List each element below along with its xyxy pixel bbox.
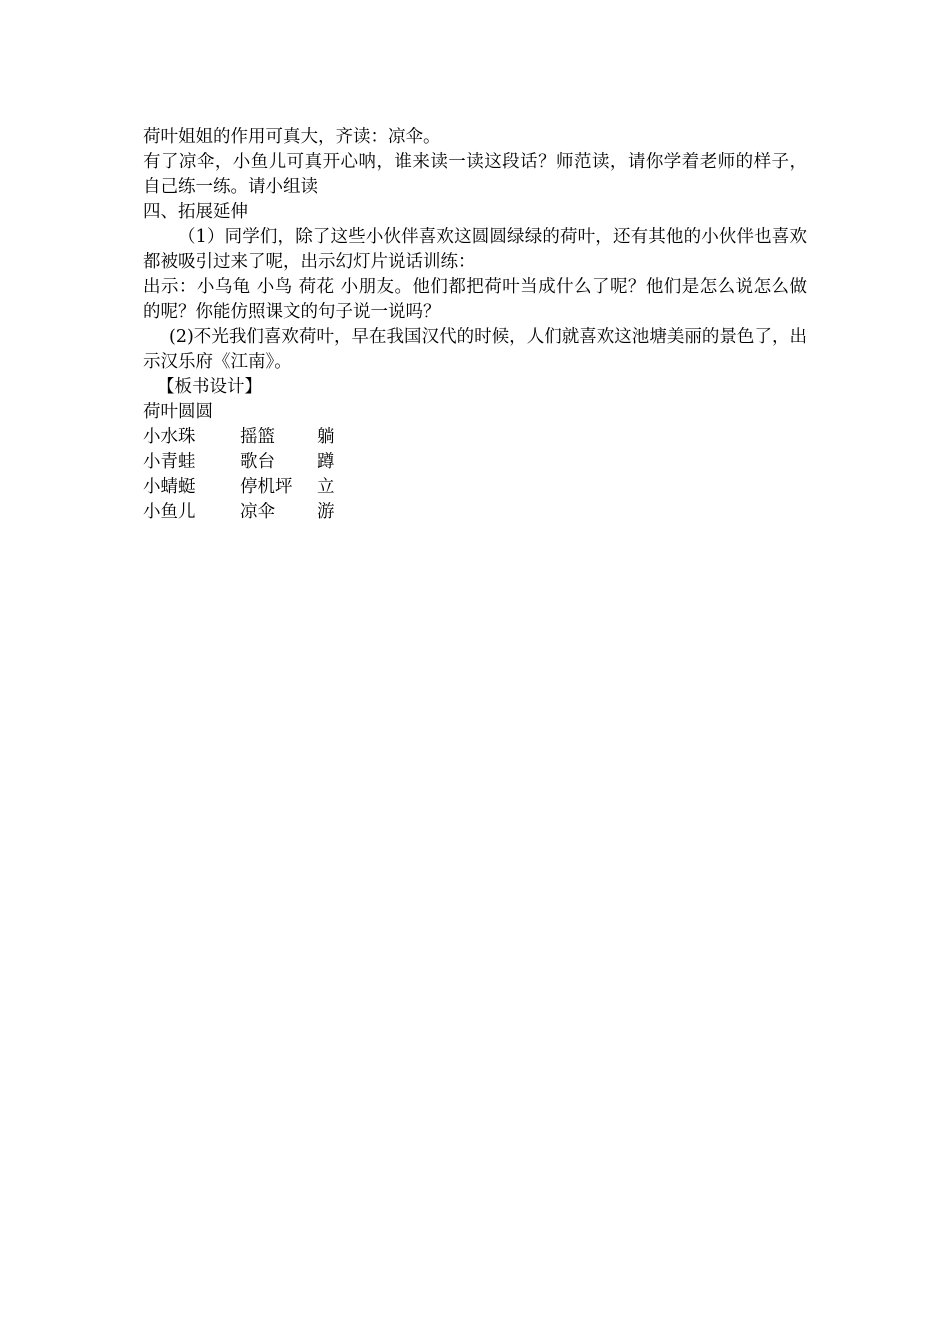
board-cell-place: 歌台	[240, 452, 275, 472]
paragraph-show-animals: 出示：小乌龟 小鸟 荷花 小朋友。他们都把荷叶当成什么了呢？他们是怎么说怎么做的呢？你能仿照课文的句子说一说吗？	[143, 277, 807, 322]
board-title: 荷叶圆圆	[143, 402, 213, 422]
document-body	[143, 125, 807, 525]
board-cell-character: 小鱼儿	[143, 502, 196, 522]
paragraph-little-fish: 有了凉伞，小鱼儿可真开心呐，谁来读一读这段话？师范读，请你学着老师的样子，自己练一练。请小组读	[143, 152, 807, 197]
board-row	[143, 500, 807, 525]
board-cell-character: 小蜻蜓	[143, 477, 196, 497]
board-cell-action: 游	[317, 502, 335, 522]
board-cell-place: 摇篮	[240, 427, 275, 447]
board-cell-action: 蹲	[317, 452, 335, 472]
board-cell-place: 凉伞	[240, 502, 275, 522]
board-row	[143, 450, 807, 475]
paragraph-extension-2: (2)不光我们喜欢荷叶，早在我国汉代的时候，人们就喜欢这池塘美丽的景色了，出示汉乐府《江南》。	[143, 327, 807, 372]
board-row	[143, 475, 807, 500]
board-cell-character: 小水珠	[143, 427, 196, 447]
board-cell-character: 小青蛙	[143, 452, 196, 472]
board-design-table	[143, 425, 807, 525]
board-row	[143, 425, 807, 450]
paragraph-extension-1: （1）同学们，除了这些小伙伴喜欢这圆圆绿绿的荷叶，还有其他的小伙伴也喜欢都被吸引过来了呢，出示幻灯片说话训练：	[143, 227, 807, 272]
board-cell-place: 停机坪	[240, 477, 293, 497]
board-cell-action: 立	[317, 477, 335, 497]
section-heading-extension: 四、拓展延伸	[143, 202, 248, 222]
board-cell-action: 躺	[317, 427, 335, 447]
paragraph-read-umbrella: 荷叶姐姐的作用可真大，齐读：凉伞。	[143, 127, 441, 147]
board-design-heading: 【板书设计】	[157, 377, 262, 397]
